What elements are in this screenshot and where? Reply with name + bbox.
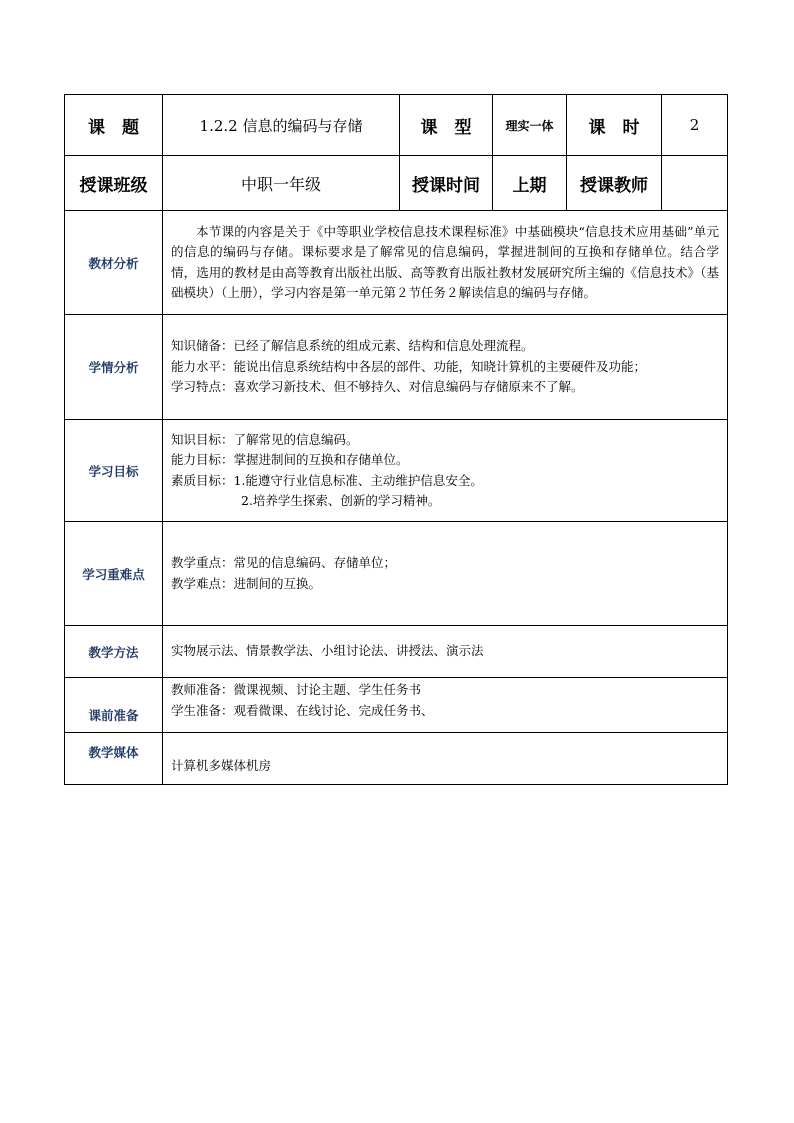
type-value: 理实一体	[493, 95, 567, 156]
row-textbook	[65, 211, 728, 315]
topic-value: 1.2.2 信息的编码与存储	[163, 95, 400, 156]
topic-label: 课 题	[65, 95, 163, 156]
objectives-content	[163, 420, 728, 522]
row-methods	[65, 626, 728, 678]
media-content	[163, 733, 728, 785]
time-value: 上期	[493, 156, 567, 211]
header-row-1	[65, 95, 728, 156]
preparation-label: 课前准备	[65, 678, 163, 733]
class-value: 中职一年级	[163, 156, 400, 211]
row-preparation	[65, 678, 728, 733]
key-point-line: 教学难点：进制间的互换。	[171, 575, 322, 591]
teacher-value	[662, 156, 728, 211]
preparation-content	[163, 678, 728, 733]
preparation-line: 学生准备：观看微课、在线讨论、完成任务书、	[171, 702, 434, 718]
objective-line: 知识目标：了解常见的信息编码。	[171, 431, 359, 447]
hours-label: 课 时	[567, 95, 662, 156]
objective-line: 2.培养学生探索、创新的学习精神。	[241, 493, 441, 508]
objectives-label: 学习目标	[65, 420, 163, 522]
students-line: 能力水平：能说出信息系统结构中各层的部件、功能，知晓计算机的主要硬件及功能；	[171, 358, 647, 374]
methods-content	[163, 626, 728, 678]
teacher-label: 授课教师	[567, 156, 662, 211]
key-points-content	[163, 522, 728, 626]
textbook-text: 本节课的内容是关于《中等职业学校信息技术课程标准》中基础模块“信息技术应用基础”单元的信息的编码与存储。课标要求是了解常见的信息编码，掌握进制间的互换和存储单位。结合学情，选用的教材是由高等教育出版社出版、高等教育出版社教材发展研究所主编的《信息技术》（基础模块）（上册），学习内容是第一单元第２节任务２解读信息的编码与存储。	[171, 223, 719, 300]
objective-line: 能力目标：掌握进制间的互换和存储单位。	[171, 452, 409, 467]
methods-label: 教学方法	[65, 626, 163, 678]
header-row-2	[65, 156, 728, 211]
preparation-line: 教师准备：微课视频、讨论主题、学生任务书	[171, 682, 422, 697]
key-point-line: 教学重点：常见的信息编码、存储单位；	[171, 555, 397, 570]
methods-text: 实物展示法、情景教学法、小组讨论法、讲授法、演示法	[171, 643, 484, 659]
row-objectives	[65, 420, 728, 522]
hours-value: 2	[662, 95, 728, 156]
time-label: 授课时间	[400, 156, 493, 211]
type-label: 课 型	[400, 95, 493, 156]
textbook-label: 教材分析	[65, 211, 163, 315]
lesson-plan-table	[64, 94, 728, 785]
students-label: 学情分析	[65, 315, 163, 420]
students-content	[163, 315, 728, 420]
class-label: 授课班级	[65, 156, 163, 211]
key-points-label: 学习重难点	[65, 522, 163, 626]
media-text: 计算机多媒体机房	[171, 757, 272, 773]
textbook-content	[163, 211, 728, 315]
students-line: 学习特点：喜欢学习新技术、但不够持久、对信息编码与存储原来不了解。	[171, 379, 584, 395]
row-key-points	[65, 522, 728, 626]
row-media	[65, 733, 728, 785]
objective-line: 素质目标：1.能遵守行业信息标准、主动维护信息安全。	[171, 472, 483, 488]
media-label: 教学媒体	[65, 733, 163, 785]
students-line: 知识储备：已经了解信息系统的组成元素、结构和信息处理流程。	[171, 338, 534, 354]
row-students	[65, 315, 728, 420]
